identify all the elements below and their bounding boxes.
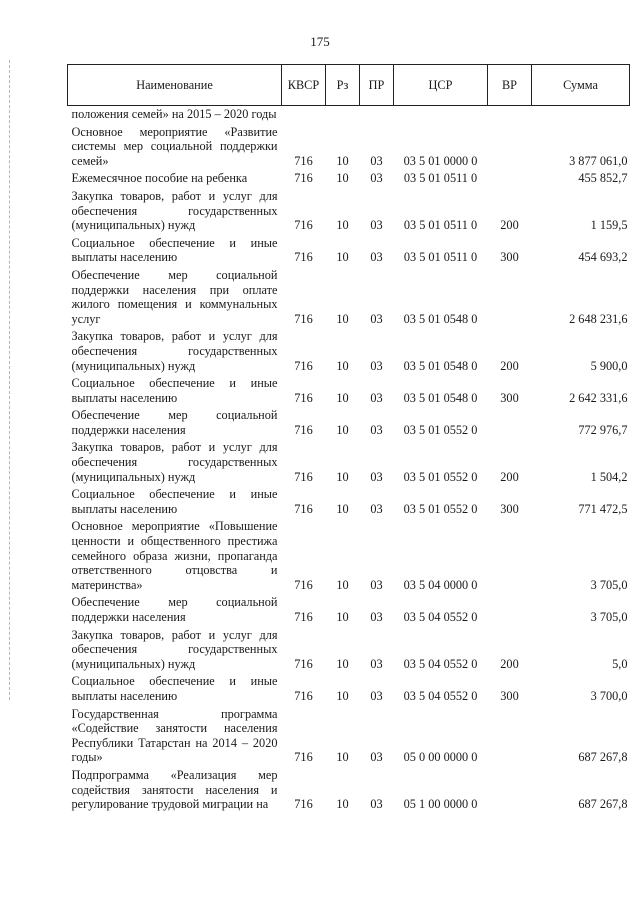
row-sum: 3 700,0 <box>590 688 628 703</box>
row-kvsr: 716 <box>294 688 313 703</box>
row-rz: 10 <box>336 577 349 592</box>
row-kvsr: 716 <box>294 153 313 168</box>
row-sum: 687 267,8 <box>578 797 628 812</box>
row-kvsr: 716 <box>294 390 313 405</box>
row-vr: 300 <box>500 390 519 405</box>
row-sum: 3 705,0 <box>590 610 628 624</box>
row-sum: 5,0 <box>612 656 628 671</box>
row-rz: 10 <box>336 390 349 405</box>
table-row <box>68 376 630 408</box>
row-pr: 03 <box>370 577 383 592</box>
row-csr: 03 5 01 0548 0 <box>403 311 478 326</box>
row-pr: 03 <box>370 656 383 671</box>
row-vr: 200 <box>500 656 519 671</box>
row-pr: 03 <box>370 171 383 186</box>
row-name: Обеспечение мер социальной поддержки населения при оплате жилого помещения и коммунальных услуг <box>71 267 278 326</box>
table-body <box>68 106 630 815</box>
row-vr <box>488 125 532 172</box>
header-name: Наименование <box>68 65 282 106</box>
row-sum: 1 159,5 <box>590 218 628 233</box>
row-kvsr: 716 <box>294 797 313 812</box>
row-rz: 10 <box>336 171 349 186</box>
row-vr: 200 <box>500 358 519 373</box>
row-kvsr: 716 <box>294 469 313 484</box>
row-name: Подпрограмма «Реализация мер содействия занятости населения и регулирование трудовой миграции на <box>71 767 278 812</box>
row-name: Основное мероприятие «Повышение ценности и общественного престижа семейного образа жизни, пропаганда ответственного отцовства и материнства» <box>71 519 278 592</box>
row-csr: 03 5 01 0552 0 <box>403 501 478 516</box>
row-kvsr: 716 <box>294 218 313 233</box>
row-csr: 03 5 01 0511 0 <box>403 218 478 233</box>
row-kvsr: 716 <box>294 501 313 516</box>
row-sum: 454 693,2 <box>578 250 628 265</box>
row-csr: 03 5 04 0552 0 <box>403 656 478 671</box>
row-name: Закупка товаров, работ и услуг для обеспечения государственных (муниципальных) нужд <box>71 440 278 484</box>
table-row <box>68 707 630 768</box>
table-row <box>68 106 630 125</box>
table-row <box>68 768 630 815</box>
row-sum: 687 267,8 <box>578 750 628 765</box>
row-rz: 10 <box>336 610 349 624</box>
row-name: Государственная программа «Содействие занятости населения Республики Татарстан на 2014 – 2020 годы» <box>71 706 278 765</box>
row-pr: 03 <box>370 688 383 703</box>
row-rz: 10 <box>336 153 349 168</box>
header-vr: ВР <box>488 65 532 106</box>
row-name: Основное мероприятие «Развитие системы мер социальной поддержки семей» <box>71 124 278 168</box>
row-csr: 03 5 04 0552 0 <box>403 688 478 703</box>
row-kvsr: 716 <box>294 171 313 186</box>
table-row <box>68 595 630 627</box>
page-number: 175 <box>310 34 330 49</box>
row-rz: 10 <box>336 750 349 765</box>
row-pr: 03 <box>370 358 383 373</box>
row-sum: 772 976,7 <box>578 422 628 437</box>
row-vr: 200 <box>500 218 519 233</box>
row-sum: 2 648 231,6 <box>569 311 628 326</box>
row-sum: 5 900,0 <box>590 358 628 373</box>
table-row <box>68 628 630 675</box>
row-sum: 455 852,7 <box>578 171 628 186</box>
row-pr: 03 <box>370 501 383 516</box>
row-name: Социальное обеспечение и иные выплаты населению <box>71 235 278 265</box>
table-row <box>68 674 630 706</box>
row-name: Обеспечение мер социальной поддержки населения <box>71 408 278 437</box>
row-kvsr: 716 <box>294 610 313 624</box>
row-rz: 10 <box>336 688 349 703</box>
table-row <box>68 189 630 236</box>
row-vr <box>488 171 532 189</box>
budget-table <box>67 64 630 815</box>
row-vr: 200 <box>500 469 519 484</box>
row-name: Социальное обеспечение и иные выплаты населению <box>71 376 278 405</box>
row-sum: 1 504,2 <box>590 469 628 484</box>
row-rz: 10 <box>336 656 349 671</box>
table-row <box>68 519 630 595</box>
row-kvsr: 716 <box>294 311 313 326</box>
row-kvsr <box>282 106 326 125</box>
row-csr: 03 5 01 0548 0 <box>403 390 478 405</box>
row-sum <box>532 106 630 125</box>
table-row <box>68 408 630 440</box>
row-pr: 03 <box>370 153 383 168</box>
header-kvsr: КВСР <box>282 65 326 106</box>
row-kvsr: 716 <box>294 358 313 373</box>
table-row <box>68 440 630 487</box>
row-vr <box>488 519 532 595</box>
row-csr: 03 5 01 0511 0 <box>403 171 478 186</box>
table-row <box>68 171 630 189</box>
row-pr: 03 <box>370 250 383 265</box>
row-csr: 03 5 01 0548 0 <box>403 358 478 373</box>
row-name: Закупка товаров, работ и услуг для обеспечения государственных (муниципальных) нужд <box>71 627 278 671</box>
row-csr: 05 1 00 0000 0 <box>403 797 478 812</box>
row-kvsr: 716 <box>294 422 313 437</box>
row-name: Закупка товаров, работ и услуг для обеспечения государственных (муниципальных) нужд <box>71 329 278 373</box>
row-pr: 03 <box>370 750 383 765</box>
row-pr: 03 <box>370 469 383 484</box>
row-pr: 03 <box>370 390 383 405</box>
row-kvsr: 716 <box>294 750 313 765</box>
header-rz: Рз <box>326 65 360 106</box>
table-row <box>68 236 630 268</box>
row-kvsr: 716 <box>294 656 313 671</box>
table-row <box>68 125 630 172</box>
row-vr <box>488 768 532 815</box>
row-rz: 10 <box>336 469 349 484</box>
row-csr: 03 5 01 0511 0 <box>403 250 478 265</box>
row-vr <box>488 106 532 125</box>
row-pr: 03 <box>370 797 383 812</box>
row-kvsr: 716 <box>294 577 313 592</box>
row-rz: 10 <box>336 501 349 516</box>
row-pr: 03 <box>370 610 383 624</box>
row-csr: 05 0 00 0000 0 <box>403 750 478 765</box>
row-vr: 300 <box>500 501 519 516</box>
row-name: Обеспечение мер социальной поддержки населения <box>71 595 278 624</box>
header-pr: ПР <box>360 65 394 106</box>
row-rz: 10 <box>336 218 349 233</box>
row-csr: 03 5 01 0552 0 <box>403 469 478 484</box>
row-rz: 10 <box>336 358 349 373</box>
row-name: Социальное обеспечение и иные выплаты населению <box>71 674 278 703</box>
row-pr: 03 <box>370 422 383 437</box>
row-rz <box>326 106 360 125</box>
row-csr: 03 5 01 0552 0 <box>403 422 478 437</box>
header-csr: ЦСР <box>394 65 488 106</box>
table-row <box>68 487 630 519</box>
table-header <box>68 65 630 106</box>
row-name: Закупка товаров, работ и услуг для обеспечения государственных (муниципальных) нужд <box>71 188 278 233</box>
row-csr: 03 5 04 0000 0 <box>403 577 478 592</box>
row-vr <box>488 268 532 329</box>
row-rz: 10 <box>336 311 349 326</box>
row-pr <box>360 106 394 125</box>
row-name: положения семей» на 2015 – 2020 годы <box>71 107 277 121</box>
row-kvsr: 716 <box>294 250 313 265</box>
row-csr <box>394 106 488 125</box>
header-sum: Сумма <box>532 65 630 106</box>
row-sum: 3 877 061,0 <box>569 153 628 168</box>
row-name: Ежемесячное пособие на ребенка <box>71 171 248 186</box>
row-rz: 10 <box>336 422 349 437</box>
table-row <box>68 268 630 329</box>
row-vr: 300 <box>500 688 519 703</box>
row-pr: 03 <box>370 218 383 233</box>
row-sum: 3 705,0 <box>590 577 628 592</box>
row-pr: 03 <box>370 311 383 326</box>
row-sum: 2 642 331,6 <box>569 390 628 405</box>
row-csr: 03 5 04 0552 0 <box>403 610 478 624</box>
row-vr: 300 <box>500 250 519 265</box>
table-row <box>68 329 630 376</box>
row-vr <box>488 408 532 440</box>
row-name: Социальное обеспечение и иные выплаты населению <box>71 487 278 516</box>
row-rz: 10 <box>336 250 349 265</box>
row-vr <box>488 595 532 627</box>
row-vr <box>488 707 532 768</box>
margin-binding-marks <box>9 60 11 700</box>
row-rz: 10 <box>336 797 349 812</box>
row-csr: 03 5 01 0000 0 <box>403 153 478 168</box>
row-sum: 771 472,5 <box>578 501 628 516</box>
